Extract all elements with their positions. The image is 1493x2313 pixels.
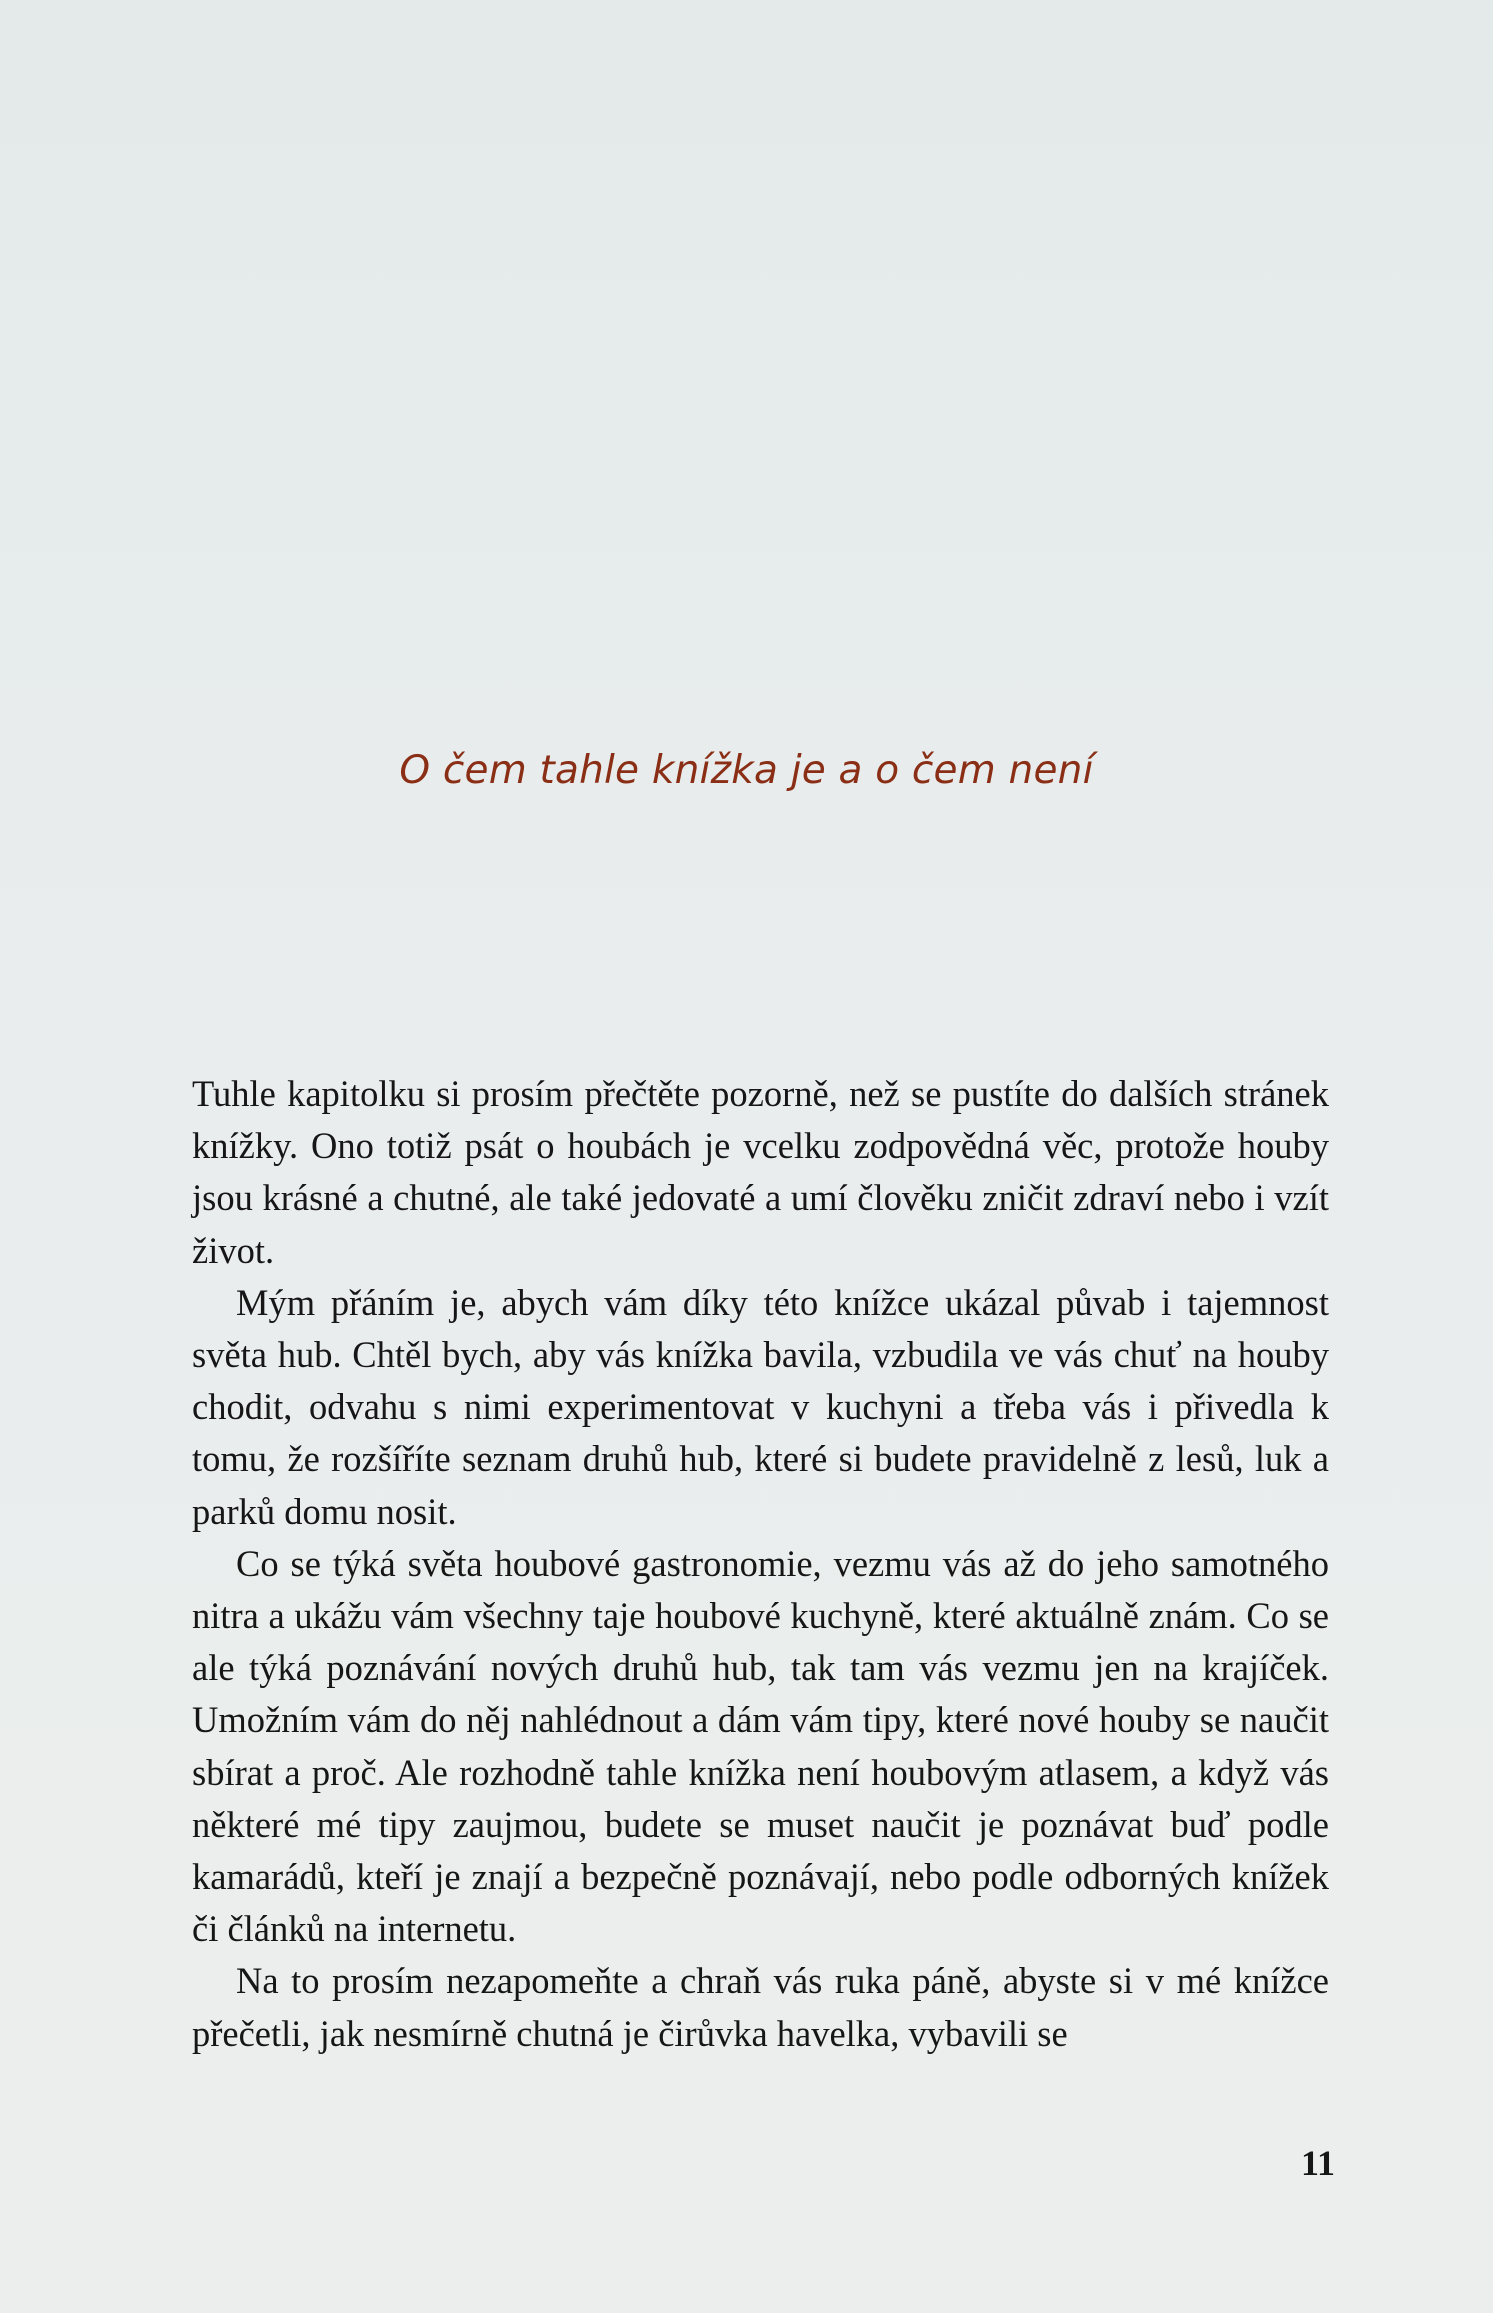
paragraph-4: Na to prosím nezapomeňte a chraň vás ruka páně, abyste si v mé knížce přečetli, jak nesmírně chutná je čirůvka havelka, vybavili se [192, 1960, 1329, 2054]
chapter-title: O čem tahle knížka je a o čem není [399, 748, 1094, 793]
page-number: 11 [1300, 2143, 1335, 2183]
paragraph-1: Tuhle kapitolku si prosím přečtěte pozorně, než se pustíte do dalších stránek knížky. Ono totiž psát o houbách je vcelku zodpovědná věc, protože houby jsou krásné a chutné, ale také jedovaté a umí člověku zničit zdraví nebo i vzít život. [192, 1073, 1329, 1271]
body-text [192, 1068, 1329, 2060]
paragraph-2: Mým přáním je, abych vám díky této knížce ukázal půvab i tajemnost světa hub. Chtěl bych, aby vás knížka bavila, vzbudila ve vás chuť na houby chodit, odvahu s nimi experimentovat v kuchyni a třeba vás i přivedla k tomu, že rozšíříte seznam druhů hub, které si budete pravidelně z lesů, luk a parků domu nosit. [192, 1281, 1329, 1532]
paragraph-3: Co se týká světa houbové gastronomie, vezmu vás až do jeho samotného nitra a ukážu vám všechny taje houbové kuchyně, které aktuálně znám. Co se ale týká poznávání nových druhů hub, tak tam vás vezmu jen na krajíček. Umožním vám do něj nahlédnout a dám vám tipy, které nové houby se naučit sbírat a proč. Ale rozhodně tahle knížka není houbovým atlasem, a když vás některé mé tipy zaujmou, budete se muset naučit je poznávat buď podle kamarádů, kteří je znají a bezpečně poznávají, nebo podle odborných knížek či článků na internetu. [192, 1542, 1329, 1950]
